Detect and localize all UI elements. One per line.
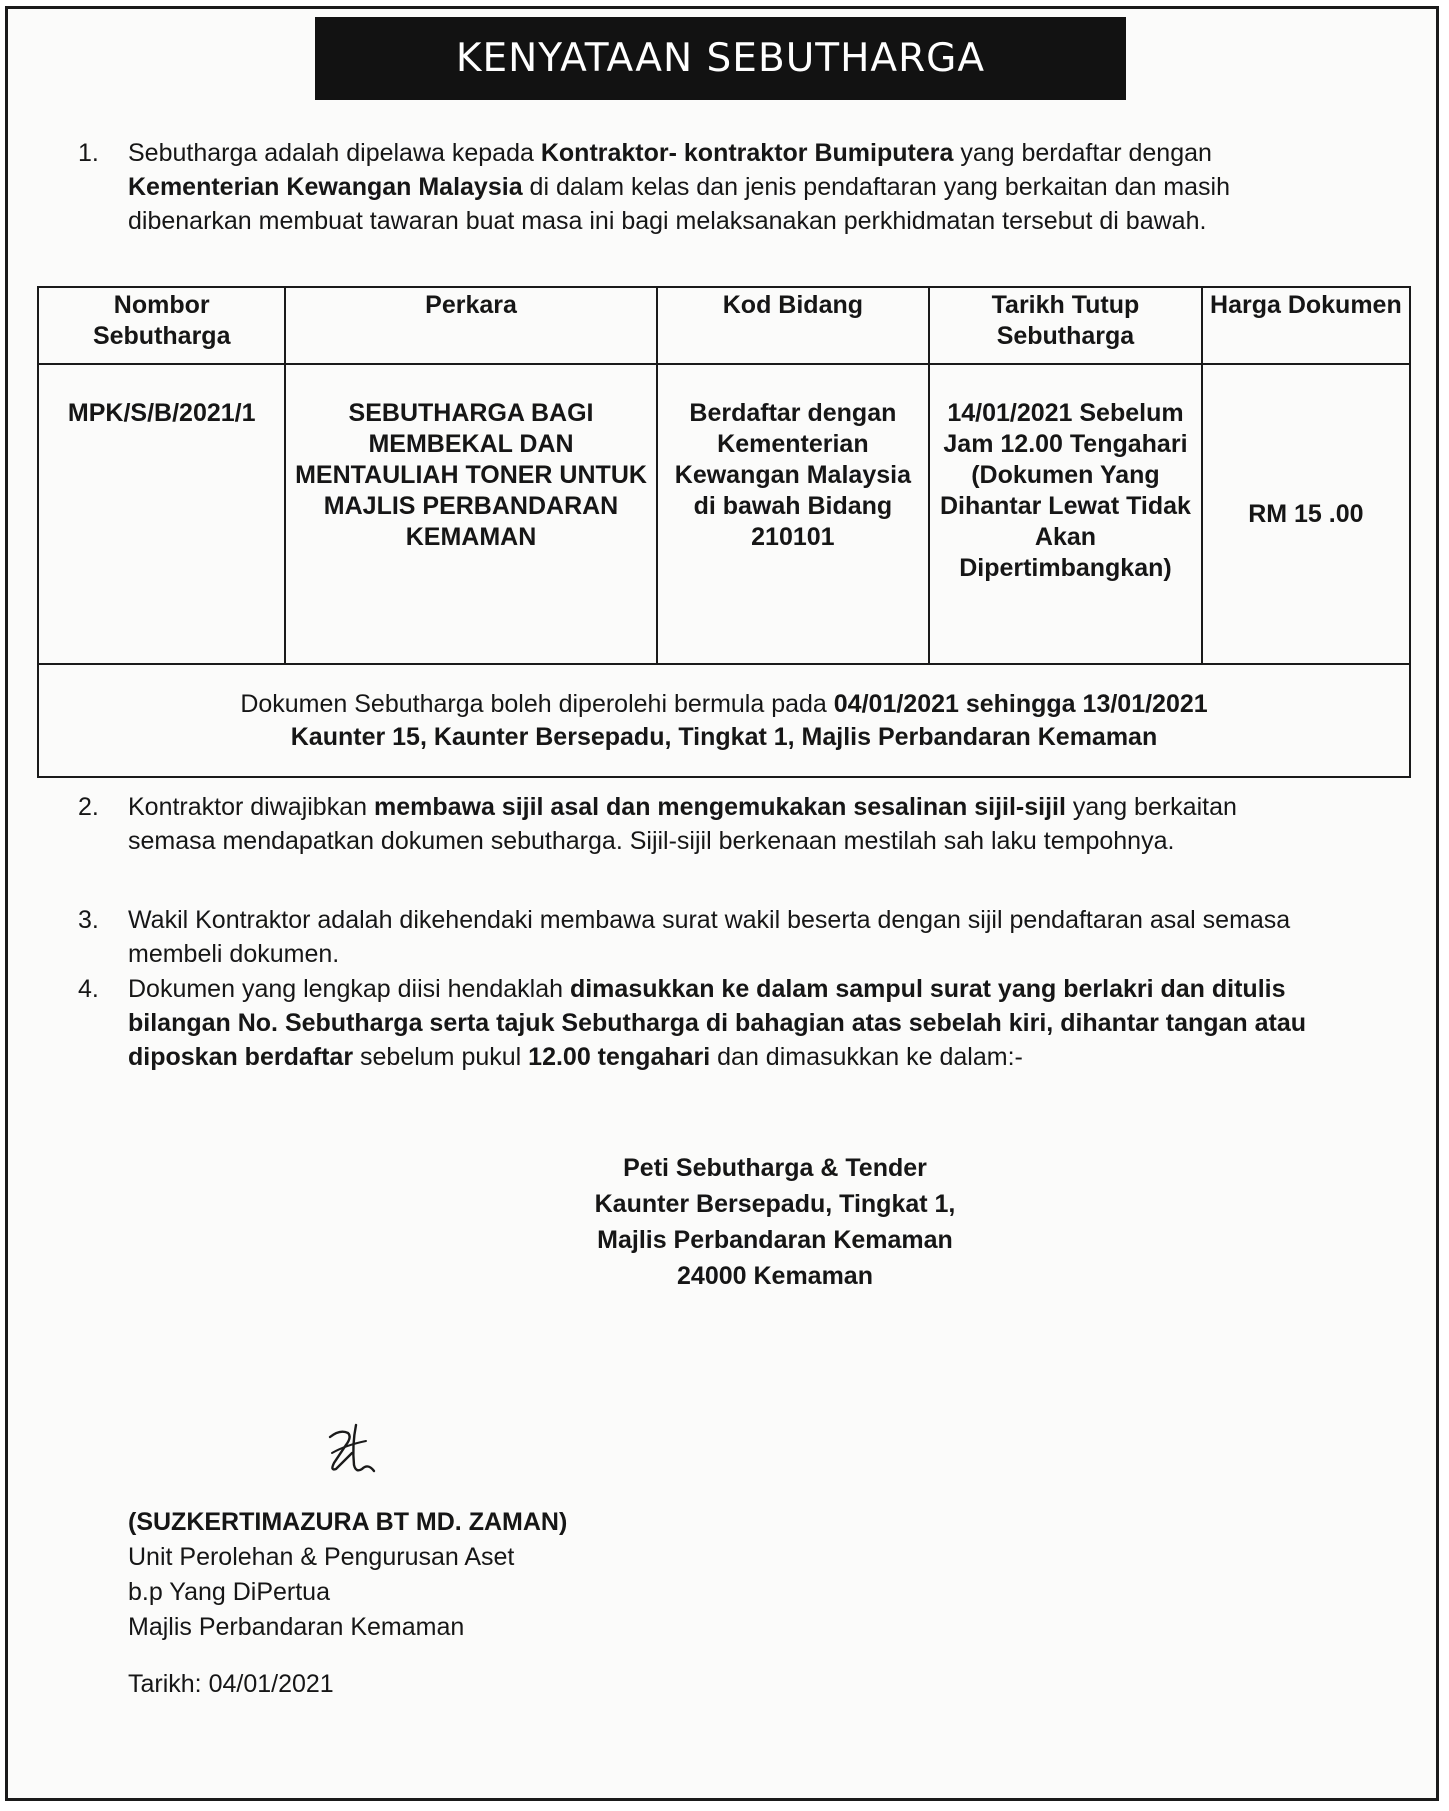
- signatory-name: (SUZKERTIMAZURA BT MD. ZAMAN): [128, 1508, 568, 1536]
- paragraph-number: 2.: [78, 793, 99, 821]
- paragraph-number: 3.: [78, 906, 99, 934]
- paragraph-text: yang berdaftar dengan: [953, 139, 1212, 167]
- document-date: Tarikh: 04/01/2021: [128, 1670, 334, 1698]
- tender-table: [37, 286, 1411, 778]
- signatory-organisation: Majlis Perbandaran Kemaman: [128, 1613, 465, 1641]
- paragraph-bold-text: Kontraktor- kontraktor Bumiputera: [540, 139, 954, 167]
- paragraph-text: di dalam kelas dan jenis pendaftaran yang berkaitan dan masih dibenarkan membuat tawaran buat masa ini bagi melaksanakan perkhidmatan tersebut di bawah.: [128, 173, 1230, 235]
- address-line: Kaunter Bersepadu, Tingkat 1,: [594, 1190, 956, 1218]
- paragraph-text: yang berkaitan semasa mendapatkan dokumen sebutharga. Sijil-sijil berkenaan mestilah sah laku tempohnya.: [128, 793, 1237, 855]
- paragraph-text: Kontraktor diwajibkan: [128, 793, 374, 821]
- paragraph-text: sebelum pukul: [353, 1043, 529, 1071]
- header-tarikh-tutup: Tarikh Tutup Sebutharga: [929, 287, 1202, 364]
- paragraph-number: 1.: [78, 139, 99, 167]
- availability-text: Dokumen Sebutharga boleh diperolehi bermula pada: [240, 689, 834, 718]
- signatory-block: [128, 1505, 567, 1645]
- handwritten-signature: [322, 1415, 402, 1485]
- cell-tarikh-tutup: 14/01/2021 Sebelum Jam 12.00 Tengahari (Dokumen Yang Dihantar Lewat Tidak Akan Dipertimbangkan): [929, 364, 1202, 664]
- paragraph-bold-text: Kementerian Kewangan Malaysia: [128, 173, 523, 201]
- cell-nombor: MPK/S/B/2021/1: [38, 364, 285, 664]
- cell-kod-bidang: Berdaftar dengan Kementerian Kewangan Malaysia di bawah Bidang 210101: [657, 364, 930, 664]
- paragraph-bold-text: membawa sijil asal dan mengemukakan sesalinan sijil-sijil: [373, 793, 1066, 821]
- header-kod-bidang: Kod Bidang: [657, 287, 930, 364]
- header-harga-dokumen: Harga Dokumen: [1202, 287, 1410, 364]
- availability-location: Kaunter 15, Kaunter Bersepadu, Tingkat 1, Majlis Perbandaran Kemaman: [290, 722, 1158, 751]
- paragraph-text: dan dimasukkan ke dalam:-: [710, 1043, 1023, 1071]
- address-line: 24000 Kemaman: [677, 1262, 873, 1290]
- table-header-row: [38, 287, 1410, 364]
- cell-harga: RM 15 .00: [1202, 364, 1410, 664]
- paragraph-bold-text: 12.00 tengahari: [528, 1043, 711, 1071]
- paragraph-text: Sebutharga adalah dipelawa kepada: [128, 139, 541, 167]
- cell-perkara: SEBUTHARGA BAGI MEMBEKAL DAN MENTAULIAH TONER UNTUK MAJLIS PERBANDARAN KEMAMAN: [285, 364, 656, 664]
- availability-dates: 04/01/2021 sehingga 13/01/2021: [833, 689, 1208, 718]
- document-availability-note: [38, 664, 1410, 777]
- page-title: KENYATAAN SEBUTHARGA: [315, 17, 1126, 100]
- paragraph-2: [78, 790, 1268, 858]
- signatory-on-behalf: b.p Yang DiPertua: [128, 1578, 330, 1606]
- paragraph-number: 4.: [78, 975, 99, 1003]
- address-line: Majlis Perbandaran Kemaman: [597, 1226, 953, 1254]
- paragraph-4: [78, 972, 1328, 1074]
- paragraph-bold-text: dimasukkan ke dalam sampul surat yang berlakri dan ditulis bilangan No. Sebutharga serta tajuk Sebutharga di bahagian atas sebelah kiri, dihantar tangan atau diposkan berdaftar: [128, 975, 1307, 1071]
- signatory-unit: Unit Perolehan & Pengurusan Aset: [128, 1543, 515, 1571]
- header-nombor-sebutharga: Nombor Sebutharga: [38, 287, 285, 364]
- table-row: [38, 364, 1410, 664]
- paragraph-3: [78, 903, 1308, 971]
- address-line: Peti Sebutharga & Tender: [623, 1154, 927, 1182]
- paragraph-1: [78, 136, 1348, 238]
- submission-address: [525, 1150, 1025, 1294]
- paragraph-text: Wakil Kontraktor adalah dikehendaki membawa surat wakil beserta dengan sijil pendaftaran asal semasa membeli dokumen.: [128, 906, 1291, 968]
- header-perkara: Perkara: [285, 287, 656, 364]
- table-footer-row: [38, 664, 1410, 777]
- paragraph-text: Dokumen yang lengkap diisi hendaklah: [128, 975, 570, 1003]
